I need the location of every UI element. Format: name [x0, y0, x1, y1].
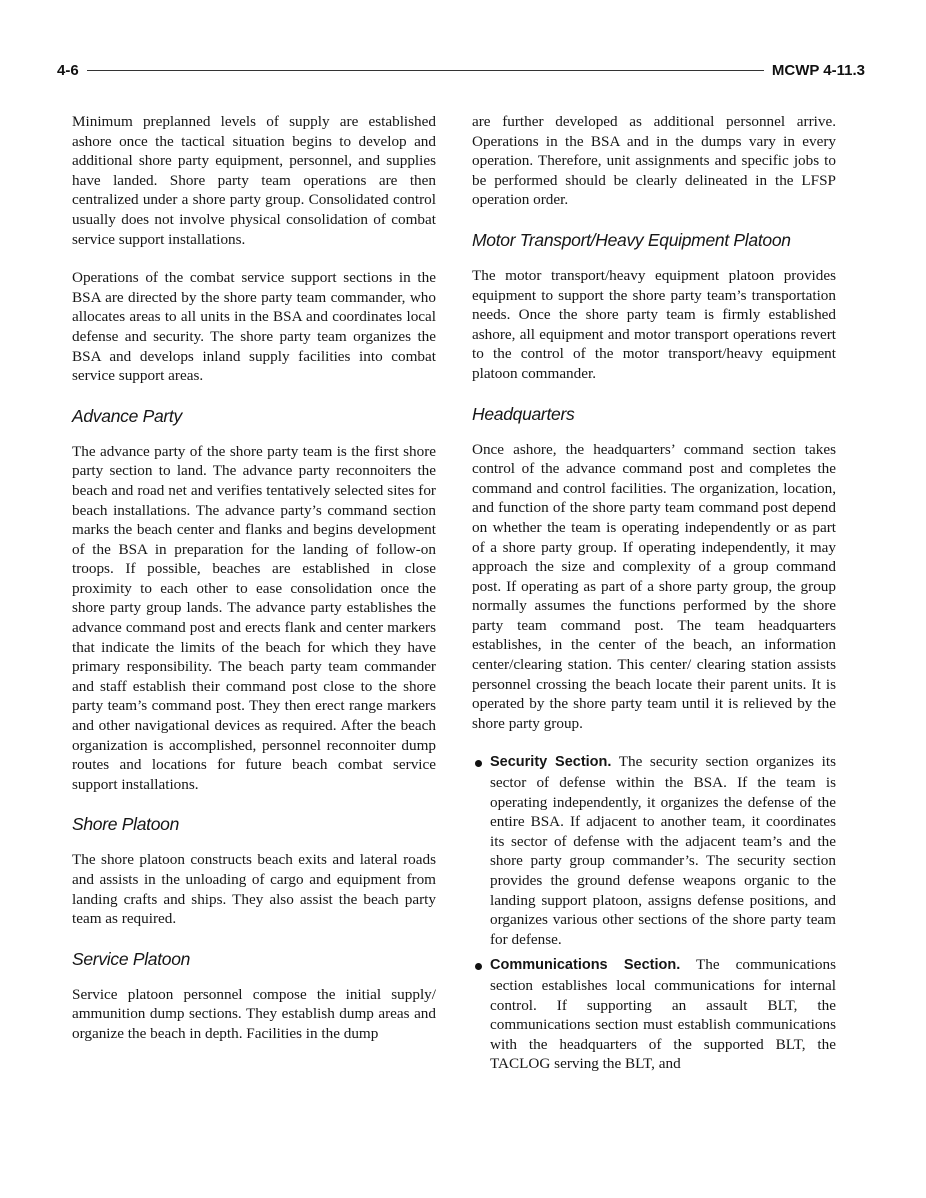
bullet-communications-section [472, 955, 836, 1074]
bullet-icon [475, 760, 482, 767]
running-header [57, 58, 865, 82]
right-column [472, 112, 836, 1074]
bullet-lead-security: Security Section. [490, 754, 612, 771]
intro-paragraph-2: Operations of the combat service support sections in the BSA are directed by the shore party team commander, who allocates areas to all units in the BSA and coordinates local defense and security. The shore party team organizes the BSA and develops inland supply facilities into combat service support areas. [72, 269, 436, 385]
bullet-security-section [472, 752, 836, 949]
intro-paragraph-1: Minimum preplanned levels of supply are established ashore once the tactical situation begins to develop and additional shore party equipment, personnel, and supplies have landed. Shore party team operations are then centralized under a shore party group. Consolidated control usually does not involve physical consolidation of combat service support installations. [72, 113, 436, 248]
bullet-lead-communications: Communications Section. [490, 957, 681, 974]
section-heading-service-platoon: Service Platoon [72, 948, 191, 969]
section-body-motor-transport: The motor transport/heavy equipment platoon provides equipment to support the shore party team’s transportation needs. Once the shore party team is firmly established ashore, all equipment and motor transport operations revert to the control of the motor transport/heavy equipment platoon commander. [472, 266, 836, 382]
header-rule [87, 70, 764, 71]
section-bullet-list [472, 752, 836, 1074]
page-number: 4-6 [57, 61, 79, 79]
section-body-service-platoon: Service platoon personnel compose the initial supply/ ammunition dump sections. They establish dump areas and organize the beach in depth. Facilities in the dump [72, 985, 436, 1042]
bullet-text-communications: The communications section establishes local communications for internal control. If supporting an assault BLT, the communications section must establish communications with the headquarters of the supported BLT, the TACLOG serving the BLT, and [490, 956, 836, 1073]
section-body-shore-platoon: The shore platoon constructs beach exits and lateral roads and assists in the unloading of cargo and equipment from landing crafts and ships. They also assist the beach party team as required. [72, 851, 436, 928]
section-heading-advance-party: Advance Party [72, 405, 182, 426]
section-heading-motor-transport: Motor Transport/Heavy Equipment Platoon [472, 229, 791, 250]
section-heading-shore-platoon: Shore Platoon [72, 814, 180, 835]
bullet-text-security: The security section organizes its sector of defense within the BSA. If the team is operating independently, it organizes the defense of the entire BSA. If adjacent to another team, it coordinates its sector of defense with the adjacent team’s and the shore party group commander’s. The security section provides the ground defense weapons organic to the landing support platoon, assigns defense positions, and organizes various other sections of the shore party team for defense. [490, 753, 837, 948]
bullet-icon [475, 963, 482, 970]
document-id: MCWP 4-11.3 [771, 61, 865, 79]
section-body-advance-party: The advance party of the shore party team is the first shore party section to land. The advance party reconnoiters the beach and road net and verifies tentatively selected sites for beach installations. The advance party’s command section marks the beach center and flanks and begins development of the BSA in preparation for the landing of follow-on troops. If possible, beaches are established in close proximity to each other to ease consolidation once the shore party group lands. The advance party establishes the advance command post and erects flank and center markers that indicate the limits of the beach for which they have primary responsibility. The beach party team commander and staff establish their command post close to the shore party team’s command post. They then erect range markers and other navigational devices as required. After the beach organization is accomplished, personnel reconnoiter dump routes and locations for future beach combat service support installations. [72, 442, 436, 793]
section-heading-headquarters: Headquarters [472, 403, 575, 424]
left-column [72, 112, 436, 1044]
continued-paragraph: are further developed as additional personnel arrive. Operations in the BSA and in the dumps vary in every operation. Therefore, unit assignments and specific jobs to be performed should be clearly delineated in the LFSP operation order. [472, 113, 836, 209]
section-body-headquarters: Once ashore, the headquarters’ command section takes control of the advance command post and completes the command and control facilities. The organization, location, and function of the shore party team command post depend on whether the team is operating independently or as part of a shore party group. If operating independently, it may approach the size and complexity of a group command post. If operating as part of a shore party group, the group normally assumes the functions performed by the shore party team command post. The team headquarters establishes, in the center of the beach, an information center/clearing station. This center/ clearing station assists personnel crossing the beach locate their parent units. It is operated by the shore party team until it is relieved by the shore party group. [472, 440, 836, 732]
